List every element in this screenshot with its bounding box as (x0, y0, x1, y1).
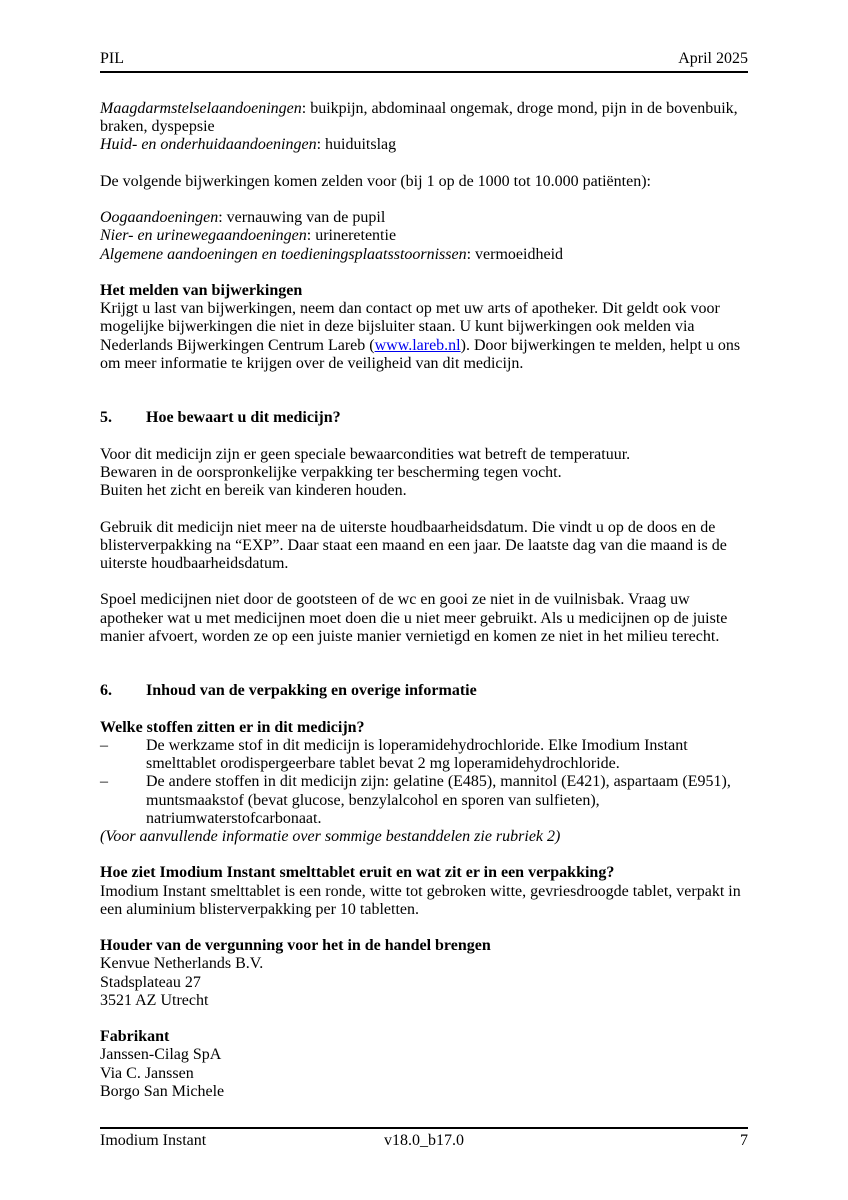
text-run: De werkzame stof in dit medicijn is loperamidehydrochloride. Elke Imodium Instant smelttablet orodispergeerbare tablet bevat 2 mg loperamidehydrochloride. (146, 736, 688, 773)
paragraph (100, 992, 748, 1010)
list-item-text (146, 737, 748, 773)
blank-line (100, 701, 748, 719)
blank-line (100, 846, 748, 864)
blank-line (100, 428, 748, 446)
paragraph (100, 464, 748, 482)
text-run: Janssen-Cilag SpA (100, 1046, 222, 1064)
footer-product-name: Imodium Instant (100, 1132, 207, 1149)
text-run: Imodium Instant smelttablet is een ronde, witte tot gebroken witte, gevriesdroogde tablet, verpakt in een aluminium blisterverpakking per 10 tabletten. (100, 882, 741, 918)
text-run: Buiten het zicht en bereik van kinderen houden. (100, 482, 407, 500)
italic-text-run: Huid- en onderhuidaandoeningen (100, 136, 317, 154)
blank-line (100, 155, 748, 173)
blank-line (100, 1010, 748, 1028)
paragraph (100, 519, 748, 574)
blank-line (100, 373, 748, 391)
paragraph (100, 136, 748, 154)
italic-text-run: Maagdarmstelselaandoeningen (100, 100, 302, 117)
paragraph (100, 173, 748, 191)
text-run: Gebruik dit medicijn niet meer na de uiterste houdbaarheidsdatum. Die vindt u op de doos en de blisterverpakking na “EXP”. Daar staat een maand en een jaar. De laatste dag van die maand is de uiterste houdbaarheidsdatum. (100, 518, 727, 572)
text-run: Bewaren in de oorspronkelijke verpakking ter bescherming tegen vocht. (100, 463, 562, 481)
bold-heading: Houder van de vergunning voor het in de handel brengen (100, 937, 491, 955)
paragraph (100, 227, 748, 245)
list-item-text (146, 773, 748, 828)
list-item (100, 773, 748, 828)
page-footer (100, 1132, 748, 1150)
text-run: : buikpijn, abdominaal ongemak, droge mond, pijn in de bovenbuik, braken, dyspepsie (100, 100, 738, 136)
blank-line (100, 391, 748, 409)
paragraph (100, 246, 748, 264)
document-body (100, 100, 748, 1101)
bold-heading: Het melden van bijwerkingen (100, 281, 303, 299)
text-run: De andere stoffen in dit medicijn zijn: gelatine (E485), mannitol (E421), aspartaam (E951), muntsmaakstof (bevat glucose, benzylalcohol en sporen van sulfieten), natriumwaterstofcarbonaat. (146, 773, 731, 827)
text-run: Spoel medicijnen niet door de gootsteen of de wc en gooi ze niet in de vuilnisbak. Vraag uw apotheker wat u met medicijnen moet doen die u niet meer gebruikt. Als u medicijnen op de juiste manier afvoert, worden ze op een juiste manier vernietigd en komen ze niet in het milieu terecht. (100, 591, 728, 645)
text-run: : vermoeidheid (466, 245, 564, 263)
italic-text-run: (Voor aanvullende informatie over sommige bestanddelen zie rubriek 2) (100, 827, 561, 845)
numbered-section-heading (100, 409, 748, 427)
section-title: Hoe bewaart u dit medicijn? (146, 409, 341, 427)
text-run: Krijgt u last van bijwerkingen, neem dan contact op met uw arts of apotheker. Dit geldt ook voor mogelijke bijwerkingen die niet in deze bijsluiter staan. U kunt bijwerkingen ook melden via Nederlands Bijwerkingen Centrum Lareb ( (100, 300, 720, 354)
paragraph (100, 209, 748, 227)
header-doc-type: PIL (100, 50, 124, 67)
paragraph (100, 974, 748, 992)
list-item (100, 737, 748, 773)
paragraph (100, 1046, 748, 1064)
text-run: Borgo San Michele (100, 1082, 225, 1100)
paragraph (100, 591, 748, 646)
blank-line (100, 646, 748, 664)
paragraph (100, 482, 748, 500)
italic-text-run: Algemene aandoeningen en toedieningsplaatsstoornissen (100, 245, 467, 263)
text-run: : vernauwing van de pupil (218, 209, 386, 227)
italic-text-run: Nier- en urinewegaandoeningen (100, 227, 307, 245)
paragraph (100, 883, 748, 919)
list-dash: – (100, 773, 108, 791)
list-dash: – (100, 736, 108, 754)
text-run: 3521 AZ Utrecht (100, 991, 209, 1009)
section-number: 6. (100, 682, 112, 700)
bold-heading: Fabrikant (100, 1028, 170, 1046)
text-run: De volgende bijwerkingen komen zelden voor (bij 1 op de 1000 tot 10.000 patiënten): (100, 172, 651, 190)
bold-heading: Hoe ziet Imodium Instant smelttablet eruit en wat zit er in een verpakking? (100, 864, 615, 882)
text-run: Via C. Janssen (100, 1064, 194, 1082)
paragraph (100, 1065, 748, 1083)
section-title: Inhoud van de verpakking en overige informatie (146, 682, 477, 700)
section-number: 5. (100, 409, 112, 427)
footer-version: v18.0_b17.0 (384, 1132, 464, 1149)
text-run: Kenvue Netherlands B.V. (100, 955, 264, 973)
text-run: ). Door bijwerkingen te melden, helpt u ons om meer informatie te krijgen over de veiligheid van dit medicijn. (100, 336, 741, 372)
header-date: April 2025 (678, 50, 748, 67)
blank-line (100, 919, 748, 937)
paragraph (100, 300, 748, 373)
numbered-section-heading (100, 682, 748, 700)
paragraph (100, 955, 748, 973)
lareb-link[interactable]: www.lareb.nl (374, 336, 461, 354)
paragraph (100, 1083, 748, 1101)
footer-rule (100, 1127, 748, 1129)
blank-line (100, 500, 748, 518)
paragraph (100, 100, 748, 136)
paragraph (100, 828, 748, 846)
text-run: Stadsplateau 27 (100, 973, 201, 991)
paragraph (100, 446, 748, 464)
text-run: : huiduitslag (316, 136, 397, 154)
blank-line (100, 191, 748, 209)
bold-heading: Welke stoffen zitten er in dit medicijn? (100, 718, 365, 736)
header-rule (100, 71, 748, 73)
text-run: : urineretentie (306, 227, 397, 245)
italic-text-run: Oogaandoeningen (100, 209, 219, 227)
blank-line (100, 573, 748, 591)
footer-page-number: 7 (740, 1132, 748, 1149)
blank-line (100, 664, 748, 682)
text-run: Voor dit medicijn zijn er geen speciale bewaarcondities wat betreft de temperatuur. (100, 445, 631, 463)
blank-line (100, 264, 748, 282)
page-header (100, 50, 748, 68)
